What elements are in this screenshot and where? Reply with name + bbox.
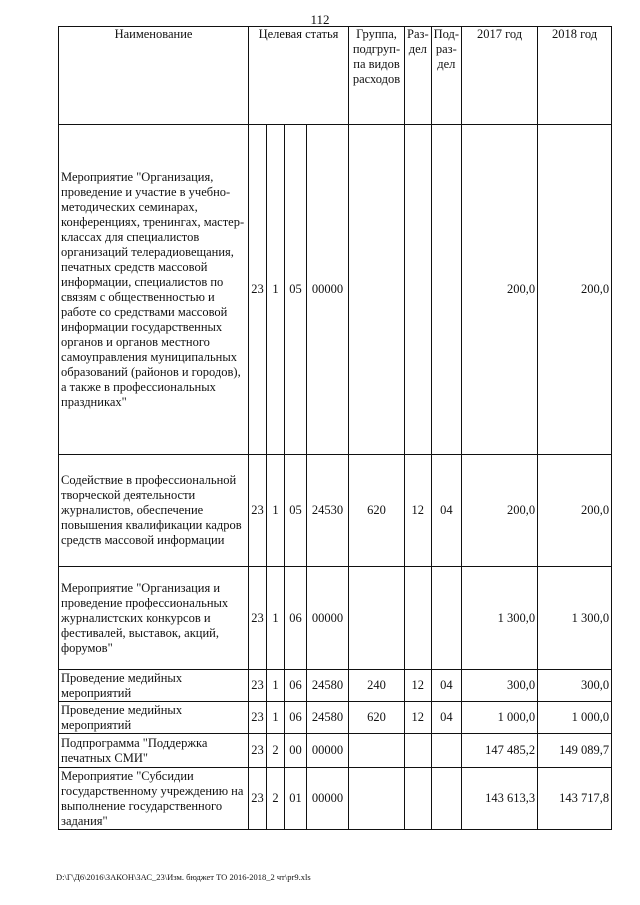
row-code-program: 23 (249, 702, 267, 734)
row-code-program: 23 (249, 734, 267, 768)
row-section (405, 125, 432, 455)
row-group: 240 (349, 670, 405, 702)
row-code-program: 23 (249, 125, 267, 455)
row-value-2017: 300,0 (462, 670, 538, 702)
row-value-2017: 200,0 (462, 125, 538, 455)
row-code-direction: 00000 (307, 768, 349, 830)
row-value-2018: 300,0 (538, 670, 612, 702)
row-section (405, 768, 432, 830)
row-code-event: 06 (285, 567, 307, 670)
row-code-direction: 24530 (307, 455, 349, 567)
row-section (405, 567, 432, 670)
row-group (349, 567, 405, 670)
row-subsection (431, 125, 461, 455)
header-target-article: Целевая статья (249, 27, 349, 125)
row-value-2018: 200,0 (538, 455, 612, 567)
row-code-subprogram: 1 (267, 125, 285, 455)
table-row (59, 768, 612, 830)
row-code-subprogram: 1 (267, 455, 285, 567)
row-code-direction: 24580 (307, 702, 349, 734)
table-row (59, 125, 612, 455)
row-code-program: 23 (249, 768, 267, 830)
footer-file-path: D:\Г\Д6\2016\ЗАКОН\ЗАС_23\Изм. бюджет ТО 2016-2018_2 чт\pr9.xls (56, 872, 311, 882)
row-subsection (431, 734, 461, 768)
row-value-2018: 1 300,0 (538, 567, 612, 670)
table-row (59, 455, 612, 567)
row-subsection: 04 (431, 670, 461, 702)
row-value-2017: 143 613,3 (462, 768, 538, 830)
row-group (349, 125, 405, 455)
row-value-2018: 149 089,7 (538, 734, 612, 768)
table-row (59, 734, 612, 768)
row-section: 12 (405, 702, 432, 734)
header-row (59, 27, 612, 125)
header-name: Наименование (59, 27, 249, 125)
header-section: Раз-дел (405, 27, 432, 125)
row-code-event: 06 (285, 670, 307, 702)
row-group (349, 734, 405, 768)
row-section: 12 (405, 670, 432, 702)
header-2017: 2017 год (462, 27, 538, 125)
row-group (349, 768, 405, 830)
row-code-event: 05 (285, 455, 307, 567)
table-row (59, 567, 612, 670)
header-2018: 2018 год (538, 27, 612, 125)
row-code-direction: 00000 (307, 125, 349, 455)
row-value-2017: 147 485,2 (462, 734, 538, 768)
row-group: 620 (349, 455, 405, 567)
row-code-subprogram: 2 (267, 768, 285, 830)
row-name: Проведение медийных мероприятий (59, 702, 249, 734)
header-group: Группа, подгруп-па видов расходов (349, 27, 405, 125)
row-name: Содействие в профессиональной творческой деятельности журналистов, обеспечение повышения квалификации кадров средств массовой информации (59, 455, 249, 567)
row-code-event: 00 (285, 734, 307, 768)
row-value-2017: 200,0 (462, 455, 538, 567)
row-code-program: 23 (249, 670, 267, 702)
row-name: Проведение медийных мероприятий (59, 670, 249, 702)
row-code-event: 05 (285, 125, 307, 455)
row-code-direction: 00000 (307, 567, 349, 670)
row-name: Подпрограмма "Поддержка печатных СМИ" (59, 734, 249, 768)
row-code-program: 23 (249, 455, 267, 567)
row-name: Мероприятие "Субсидии государственному учреждению на выполнение государственного задания" (59, 768, 249, 830)
row-subsection (431, 768, 461, 830)
page-number: 112 (310, 12, 330, 27)
header-subsection: Под-раз-дел (431, 27, 461, 125)
row-code-program: 23 (249, 567, 267, 670)
row-code-event: 01 (285, 768, 307, 830)
row-value-2017: 1 300,0 (462, 567, 538, 670)
table-row (59, 702, 612, 734)
row-code-direction: 00000 (307, 734, 349, 768)
row-code-direction: 24580 (307, 670, 349, 702)
row-code-subprogram: 1 (267, 567, 285, 670)
budget-table (58, 26, 612, 830)
row-code-event: 06 (285, 702, 307, 734)
row-code-subprogram: 1 (267, 670, 285, 702)
row-value-2018: 200,0 (538, 125, 612, 455)
row-code-subprogram: 2 (267, 734, 285, 768)
table-row (59, 670, 612, 702)
row-value-2017: 1 000,0 (462, 702, 538, 734)
row-subsection (431, 567, 461, 670)
row-name: Мероприятие "Организация, проведение и участие в учебно-методических семинарах, конференциях, тренингах, мастер-классах для специалистов организаций телерадиовещания, печатных средств массовой информации, специалистов по связям с общественностью и работе со средствами массовой информации государственных органов и органов местного самоуправления муниципальных образований (районов и городов), а также в профессиональных праздниках" (59, 125, 249, 455)
row-code-subprogram: 1 (267, 702, 285, 734)
row-group: 620 (349, 702, 405, 734)
row-subsection: 04 (431, 702, 461, 734)
row-section: 12 (405, 455, 432, 567)
row-value-2018: 1 000,0 (538, 702, 612, 734)
row-subsection: 04 (431, 455, 461, 567)
row-name: Мероприятие "Организация и проведение профессиональных журналистских конкурсов и фестивалей, выставок, акций, форумов" (59, 567, 249, 670)
row-section (405, 734, 432, 768)
row-value-2018: 143 717,8 (538, 768, 612, 830)
